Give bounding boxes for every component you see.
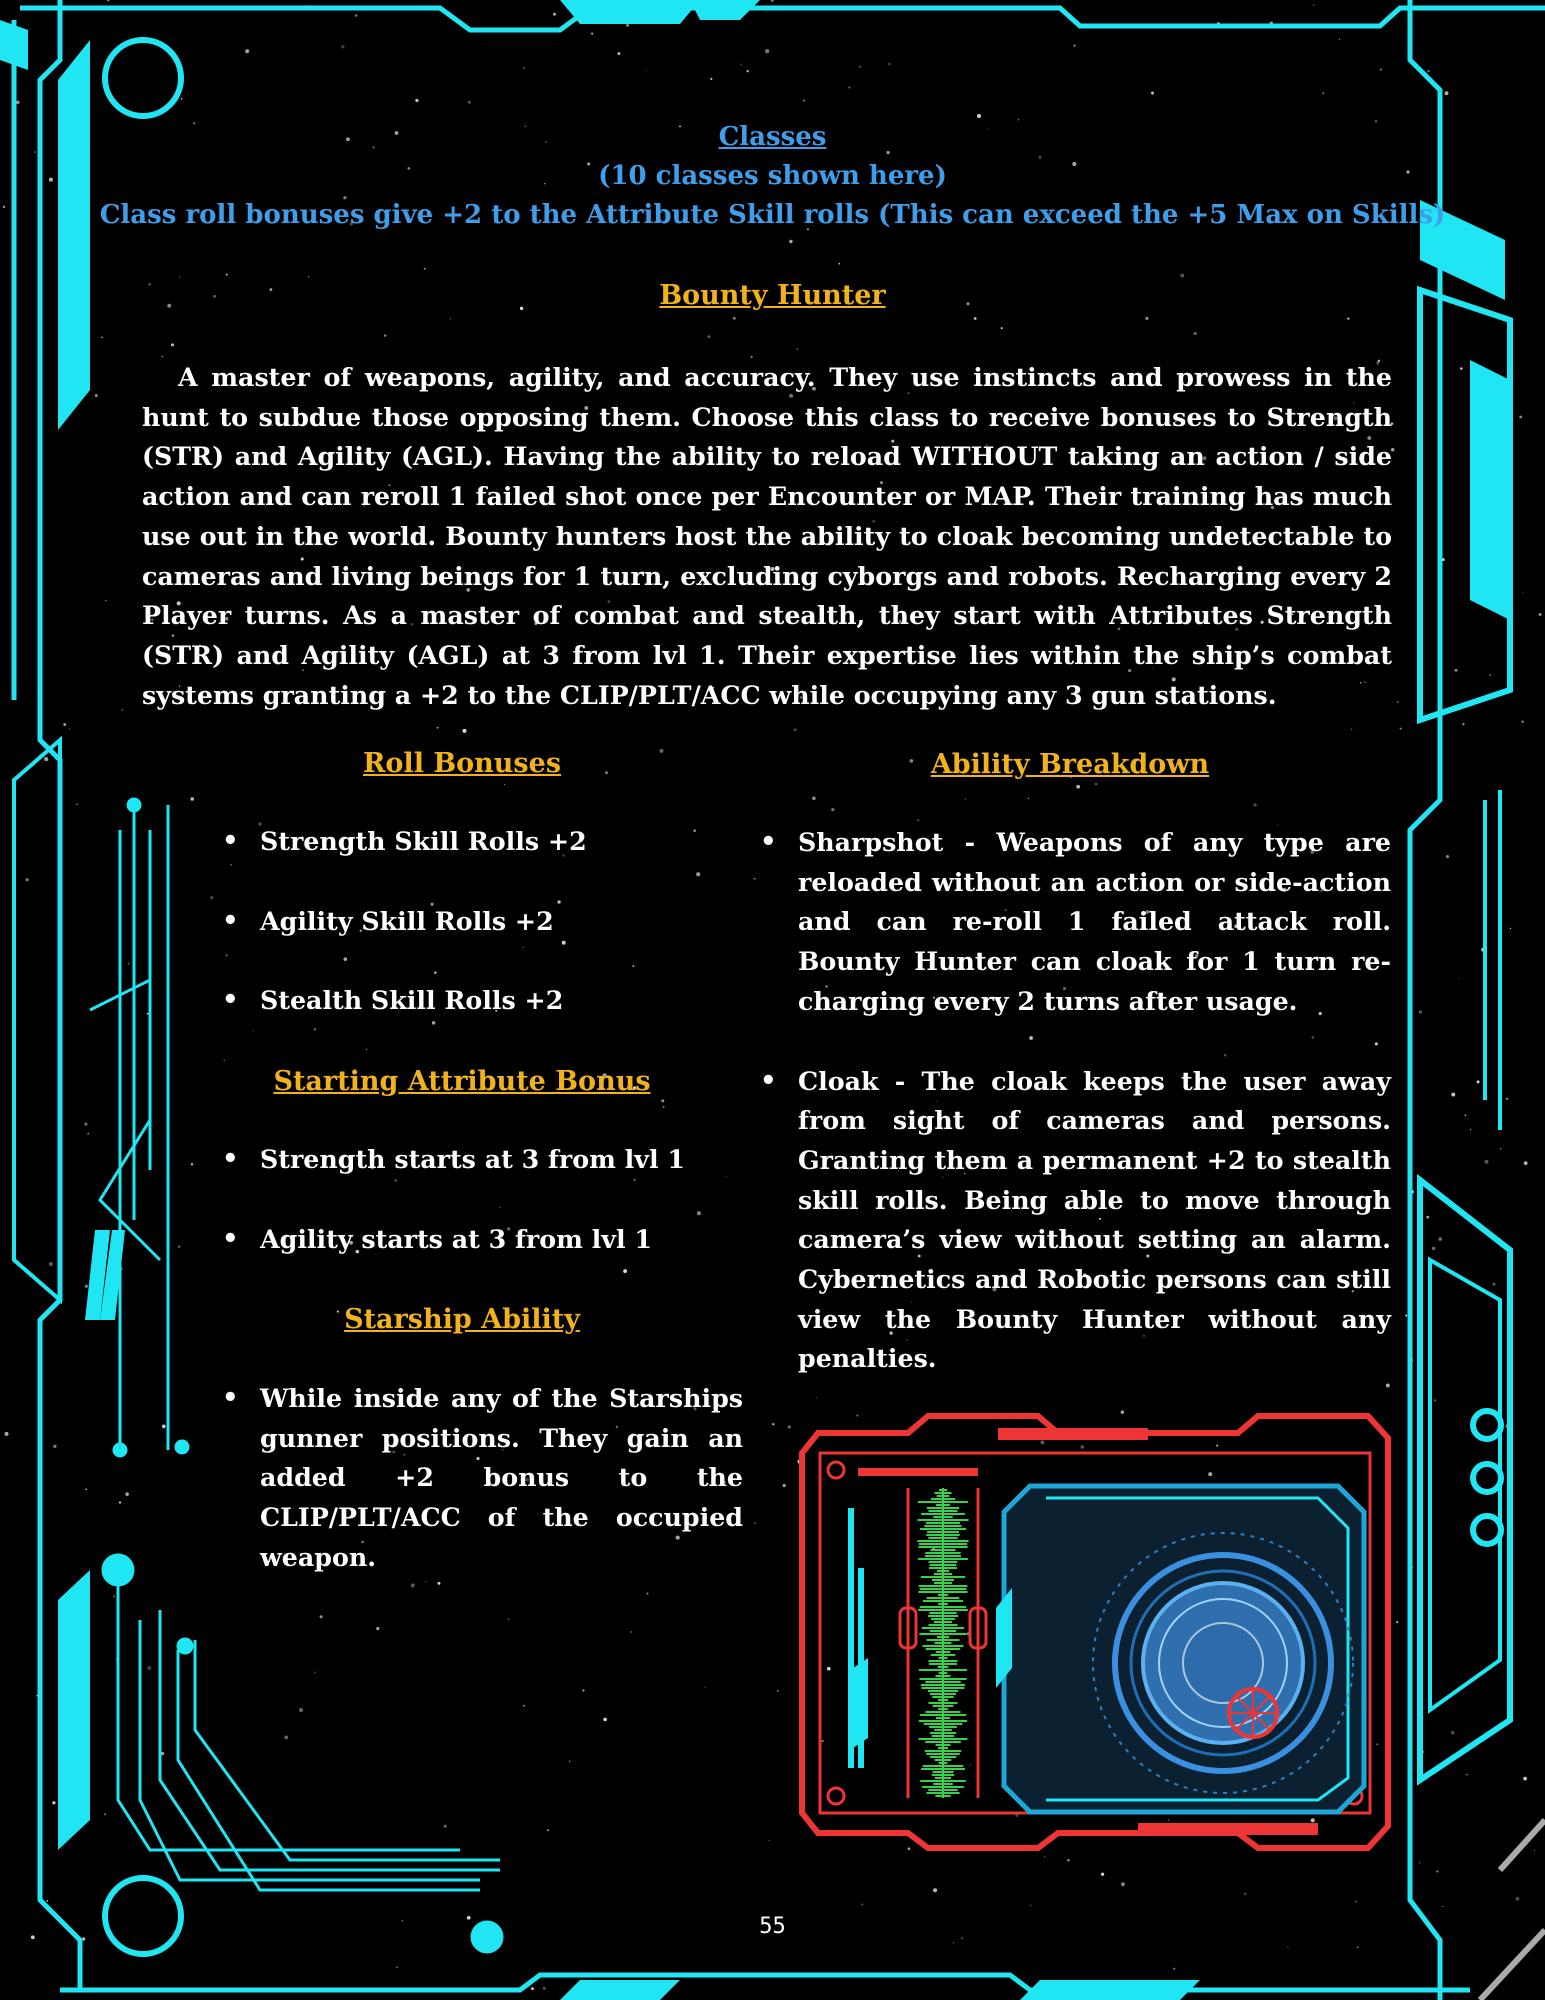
list-item: • Cloak - The cloak keeps the user away from sight of cameras and persons. Granting them a permanent +2 to stealth skill rolls. Being able to move through camera’s view without setting an alarm. Cybernetics and Robotic persons can still view the Bounty Hunter without any penalties. xyxy=(760,1062,1391,1380)
starship-ability-heading: Starship Ability xyxy=(344,1304,580,1335)
list-item: • Stealth Skill Rolls +2 xyxy=(222,981,743,1021)
class-description: A master of weapons, agility, and accuracy. They use instincts and prowess in the hunt to subdue those opposing them. Choose this class to receive bonuses to Strength (STR) and Agility (AGL). Having the ability to reload WITHOUT taking an action / side action and can reroll 1 failed shot once per Encounter or MAP. Their training has much use out in the world. Bounty hunters host the ability to cloak becoming undetectable to cameras and living beings for 1 turn, excluding cyborgs and robots. Recharging every 2 Player turns. As a master of combat and stealth, they start with Attributes Strength (STR) and Agility (AGL) at 3 from lvl 1. Their expertise lies within the ship’s combat systems granting a +2 to the CLIP/PLT/ACC while occupying any 3 gun stations. xyxy=(142,362,1392,710)
list-item: • While inside any of the Starships gunner positions. They gain an added +2 bonus to the CLIP/PLT/ACC of the occupied weapon. xyxy=(222,1379,743,1578)
list-item: • Strength starts at 3 from lvl 1 xyxy=(222,1140,743,1180)
page-number: 55 xyxy=(759,1914,786,1939)
list-item: • Agility Skill Rolls +2 xyxy=(222,902,743,942)
roll-bonuses-heading: Roll Bonuses xyxy=(362,748,562,779)
class-roll-note: Class roll bonuses give +2 to the Attribute Skill rolls (This can exceed the +5 Max on Skills) xyxy=(99,200,1446,230)
list-item: • Sharpshot - Weapons of any type are reloaded without an action or side-action and can re-roll 1 failed attack roll. Bounty Hunter can cloak for 1 turn re-charging every 2 turns after usage. xyxy=(760,823,1391,1022)
starting-attribute-list xyxy=(222,1140,743,1259)
starship-ability-list xyxy=(222,1379,743,1578)
ability-breakdown-heading: Ability Breakdown xyxy=(930,749,1210,780)
ability-breakdown-list xyxy=(760,823,1391,1379)
roll-bonuses-list xyxy=(222,822,743,1021)
list-item: • Agility starts at 3 from lvl 1 xyxy=(222,1220,743,1260)
class-name-heading: Bounty Hunter xyxy=(659,280,886,311)
page-subtitle: (10 classes shown here) xyxy=(598,161,947,191)
page-title: Classes xyxy=(718,122,827,152)
starting-attribute-heading: Starting Attribute Bonus xyxy=(273,1066,651,1097)
list-item: • Strength Skill Rolls +2 xyxy=(222,822,743,862)
